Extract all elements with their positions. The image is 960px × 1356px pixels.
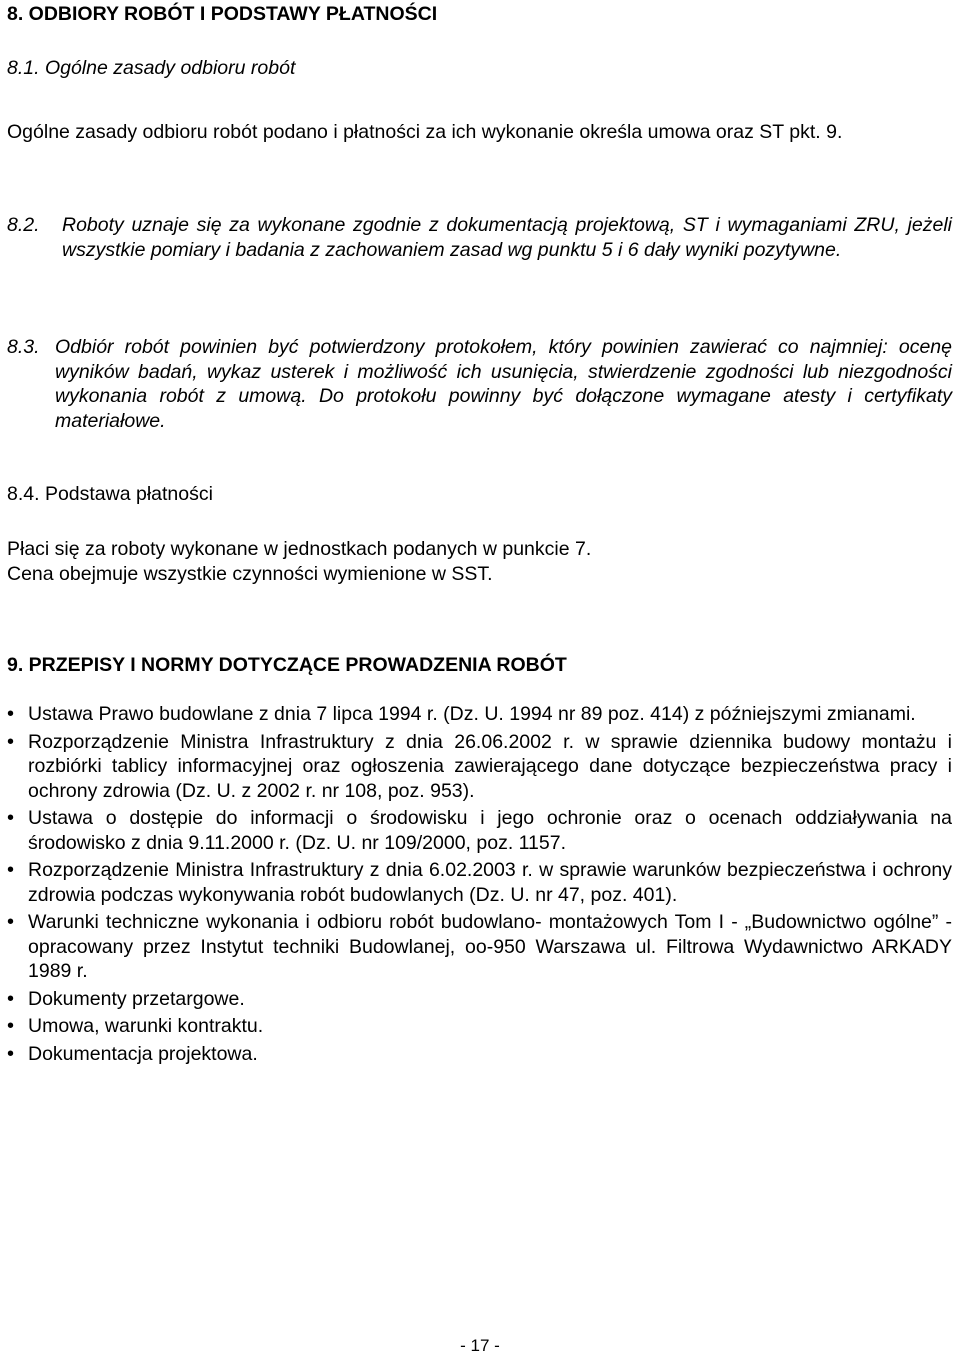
list-item	[7, 730, 952, 804]
bullet-icon: •	[7, 1042, 15, 1065]
bullet-icon: •	[7, 703, 15, 725]
list-item	[7, 806, 952, 855]
list-item	[7, 858, 952, 907]
subsection-8-2	[7, 213, 952, 262]
list-item	[7, 702, 952, 727]
bullet-icon: •	[7, 807, 15, 829]
payment-line-1: Płaci się za roboty wykonane w jednostkach podanych w punkcie 7.	[7, 538, 592, 560]
list-item	[7, 1014, 952, 1039]
subsection-8-4-heading: 8.4. Podstawa płatności	[7, 483, 213, 505]
subsection-8-2-number: 8.2.	[7, 214, 40, 236]
bullet-icon: •	[7, 987, 15, 1010]
list-item	[7, 1042, 952, 1067]
list-item-text: Umowa, warunki kontraktu.	[28, 1015, 264, 1037]
list-item-text: Ustawa o dostępie do informacji o środowisku i jego ochronie oraz o ocenach oddziaływania na środowisko z dnia 9.11.2000 r. (Dz. U. nr 109/2000, poz. 1157.	[28, 807, 952, 854]
subsection-8-1-heading: 8.1. Ogólne zasady odbioru robót	[7, 57, 296, 79]
list-item-text: Warunki techniczne wykonania i odbioru robót budowlano- montażowych Tom I - „Budownictwo ogólne” - opracowany przez Instytut techniki Budowlanej, oo-950 Warszawa ul. Filtrowa Wydawnictwo ARKADY 1989 r.	[28, 911, 952, 982]
subsection-8-1-paragraph: Ogólne zasady odbioru robót podano i płatności za ich wykonanie określa umowa oraz ST pkt. 9.	[7, 121, 843, 143]
bullet-icon: •	[7, 730, 15, 753]
list-item	[7, 987, 952, 1012]
list-item	[7, 910, 952, 984]
list-item-text: Rozporządzenie Ministra Infrastruktury z dnia 26.06.2002 r. w sprawie dziennika budowy montażu i rozbiórki tablicy informacyjnej oraz ogłoszenia zawierającego dane dotyczące bezpieczeństwa pracy i ochrony zdrowia (Dz. U. z 2002 r. nr 108, poz. 953).	[28, 730, 952, 802]
list-item-text: Rozporządzenie Ministra Infrastruktury z dnia 6.02.2003 r. w sprawie warunków bezpieczeństwa i ochrony zdrowia podczas wykonywania robót budowlanych (Dz. U. nr 47, poz. 401).	[28, 859, 952, 906]
section-9-heading: 9. PRZEPISY I NORMY DOTYCZĄCE PROWADZENIA ROBÓT	[7, 654, 567, 676]
bullet-icon: •	[7, 859, 15, 881]
bullet-icon: •	[7, 1015, 15, 1037]
subsection-8-3-paragraph: Odbiór robót powinien być potwierdzony protokołem, który powinien zawierać co najmniej: ocenę wyników badań, wykaz usterek i możliwość ich usunięcia, stwierdzenie zgodności lub niezgodności wykonania robót z umową. Do protokołu powinny być dołączone wymagane atesty i certyfikaty materiałowe.	[55, 336, 952, 432]
list-item-text: Ustawa Prawo budowlane z dnia 7 lipca 1994 r. (Dz. U. 1994 nr 89 poz. 414) z późniejszymi zmianami.	[28, 703, 916, 725]
subsection-8-2-paragraph: Roboty uznaje się za wykonane zgodnie z dokumentacją projektową, ST i wymaganiami ZRU, jeżeli wszystkie pomiary i badania z zachowaniem zasad wg punktu 5 i 6 dały wyniki pozytywne.	[62, 214, 952, 261]
regulations-list	[7, 702, 952, 1069]
payment-line-2: Cena obejmuje wszystkie czynności wymienione w SST.	[7, 563, 493, 585]
subsection-8-3	[7, 335, 952, 433]
subsection-8-3-number: 8.3.	[7, 336, 40, 358]
page-number: - 17 -	[460, 1336, 500, 1355]
list-item-text: Dokumentacja projektowa.	[28, 1042, 258, 1065]
bullet-icon: •	[7, 911, 15, 933]
section-8-heading: 8. ODBIORY ROBÓT I PODSTAWY PŁATNOŚCI	[7, 3, 438, 25]
list-item-text: Dokumenty przetargowe.	[28, 987, 245, 1010]
